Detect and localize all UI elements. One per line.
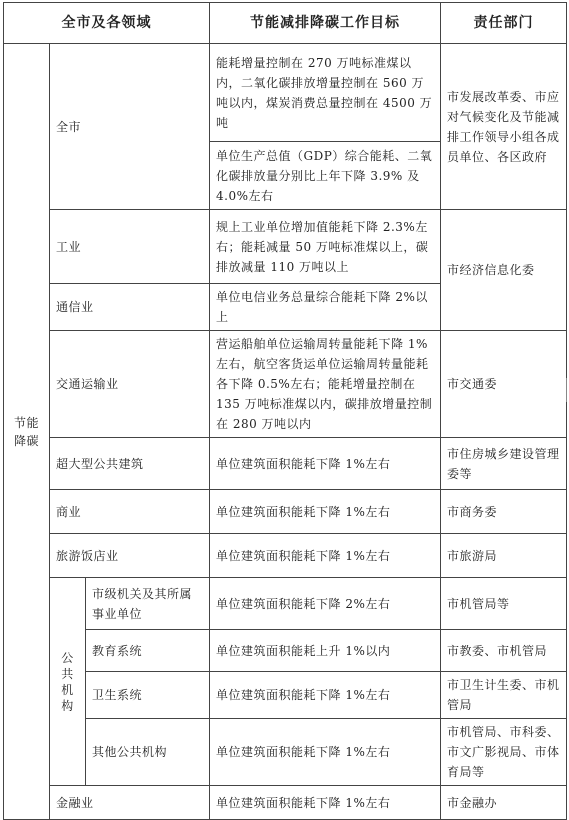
dept-jiaotong: 市交通委 xyxy=(441,331,567,438)
public-group-cell: 公共机构 xyxy=(50,578,86,786)
dept-gongye: 市经济信息化委 xyxy=(441,210,567,331)
table-row xyxy=(4,630,567,672)
field-chaodaxing: 超大型公共建筑 xyxy=(50,438,210,490)
table-row xyxy=(4,490,567,534)
table-row xyxy=(4,578,567,630)
field-tongxin: 通信业 xyxy=(50,284,210,331)
target-chaodaxing: 单位建筑面积能耗下降 1%左右 xyxy=(210,438,441,490)
table-row xyxy=(4,786,567,820)
field-shangye: 商业 xyxy=(50,490,210,534)
dept-shangye: 市商务委 xyxy=(441,490,567,534)
target-shangye: 单位建筑面积能耗下降 1%左右 xyxy=(210,490,441,534)
target-jiaoyu: 单位建筑面积能耗上升 1%以内 xyxy=(210,630,441,672)
target-shiji: 单位建筑面积能耗下降 2%左右 xyxy=(210,578,441,630)
target-jinrong: 单位建筑面积能耗下降 1%左右 xyxy=(210,786,441,820)
field-qita: 其他公共机构 xyxy=(86,719,210,786)
field-jiaoyu: 教育系统 xyxy=(86,630,210,672)
field-quanshi: 全市 xyxy=(50,44,210,210)
target-qita: 单位建筑面积能耗下降 1%左右 xyxy=(210,719,441,786)
header-target: 节能减排降碳工作目标 xyxy=(210,3,441,44)
table-row xyxy=(4,534,567,578)
table-row xyxy=(4,331,567,438)
dept-jinrong: 市金融办 xyxy=(441,786,567,820)
target-weisheng: 单位建筑面积能耗下降 1%左右 xyxy=(210,672,441,719)
dept-jiaoyu: 市教委、市机管局 xyxy=(441,630,567,672)
dept-qita: 市机管局、市科委、市文广影视局、市体育局等 xyxy=(441,719,567,786)
field-jiaotong: 交通运输业 xyxy=(50,331,210,438)
table-row xyxy=(4,44,567,142)
field-jinrong: 金融业 xyxy=(50,786,210,820)
table-row xyxy=(4,210,567,284)
target-lvyou: 单位建筑面积能耗下降 1%左右 xyxy=(210,534,441,578)
dept-lvyou: 市旅游局 xyxy=(441,534,567,578)
header-field: 全市及各领域 xyxy=(4,3,210,44)
header-dept: 责任部门 xyxy=(441,3,567,44)
target-quanshi-1: 能耗增量控制在 270 万吨标准煤以内，二氧化碳排放增量控制在 560 万吨以内，煤炭消费总量控制在 4500 万吨 xyxy=(210,44,441,142)
targets-table xyxy=(3,2,567,820)
target-jiaotong: 营运船舶单位运输周转量能耗下降 1%左右，航空客货运单位运输周转量能耗各下降 0.5%左右；能耗增量控制在 135 万吨标准煤以内，碳排放增量控制在 280 万吨以内 xyxy=(210,331,441,438)
field-gongye: 工业 xyxy=(50,210,210,284)
table-row xyxy=(4,672,567,719)
field-shiji: 市级机关及其所属事业单位 xyxy=(86,578,210,630)
field-weisheng: 卫生系统 xyxy=(86,672,210,719)
target-quanshi-2: 单位生产总值（GDP）综合能耗、二氧化碳排放量分别比上年下降 3.9% 及 4.0%左右 xyxy=(210,142,441,210)
target-gongye: 规上工业单位增加值能耗下降 2.3%左右；能耗减量 50 万吨标准煤以上，碳排放减量 110 万吨以上 xyxy=(210,210,441,284)
dept-quanshi: 市发展改革委、市应对气候变化及节能减排工作领导小组各成员单位、各区政府 xyxy=(441,44,567,210)
dept-weisheng: 市卫生计生委、市机管局 xyxy=(441,672,567,719)
category-cell: 节能降碳 xyxy=(4,44,50,820)
page-edge-mark xyxy=(566,378,567,402)
table-row xyxy=(4,438,567,490)
field-lvyou: 旅游饭店业 xyxy=(50,534,210,578)
dept-chaodaxing: 市住房城乡建设管理委等 xyxy=(441,438,567,490)
target-tongxin: 单位电信业务总量综合能耗下降 2%以上 xyxy=(210,284,441,331)
dept-shiji: 市机管局等 xyxy=(441,578,567,630)
table-header-row xyxy=(4,3,567,44)
table-row xyxy=(4,719,567,786)
